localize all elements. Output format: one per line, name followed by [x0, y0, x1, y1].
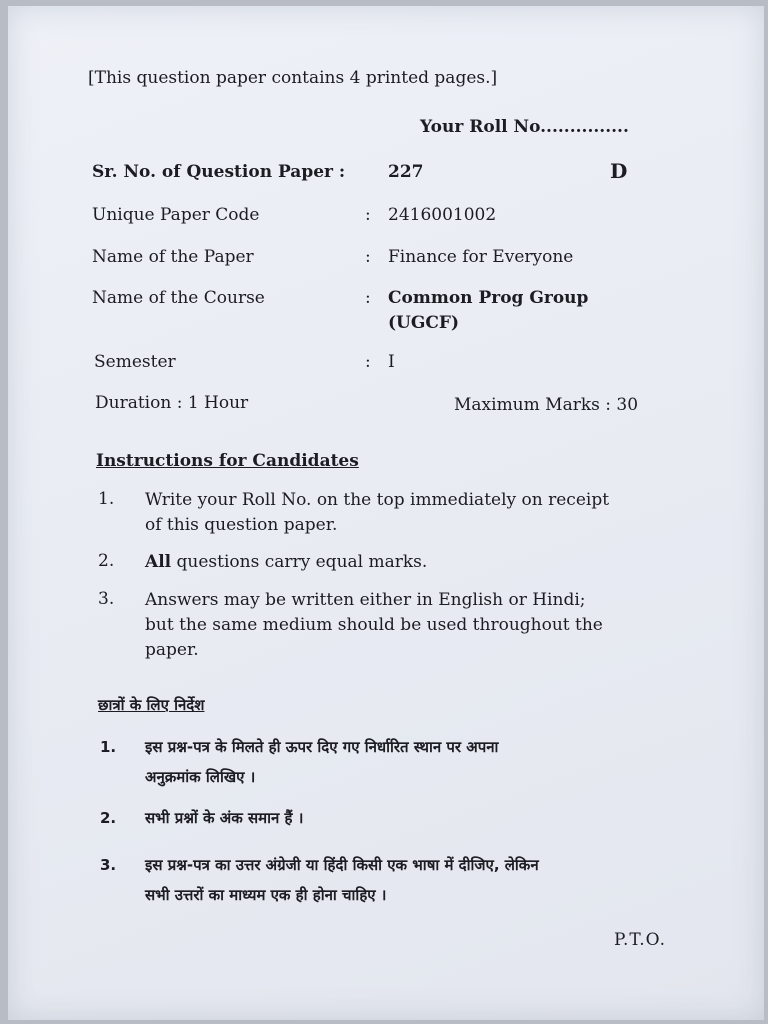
- question-paper-page: [8, 6, 764, 1020]
- paper-name-value: Finance for Everyone: [388, 247, 574, 267]
- hindi-instruction-3-line2: सभी उत्तरों का माध्यम एक ही होना चाहिए ।: [145, 886, 387, 904]
- instruction-3-number: 3.: [98, 589, 115, 609]
- semester-label: Semester: [94, 352, 176, 372]
- hindi-instruction-1-line1: इस प्रश्न-पत्र के मिलते ही ऊपर दिए गए निर्धारित स्थान पर अपना: [145, 738, 499, 756]
- instruction-1-line1: Write your Roll No. on the top immediately on receipt: [145, 490, 610, 510]
- hindi-instruction-3-line1: इस प्रश्न-पत्र का उत्तर अंग्रेजी या हिंदी किसी एक भाषा में दीजिए, लेकिन: [145, 856, 539, 874]
- hindi-instruction-1-line2: अनुक्रमांक लिखिए ।: [145, 768, 256, 786]
- sr-no-label: Sr. No. of Question Paper :: [92, 162, 346, 182]
- hindi-instructions-heading: छात्रों के लिए निर्देश: [98, 696, 205, 714]
- please-turn-over: P.T.O.: [614, 930, 666, 950]
- semester-value: I: [388, 352, 395, 372]
- roll-number-field: Your Roll No...............: [420, 117, 629, 137]
- page-count-note: [This question paper contains 4 printed pages.]: [88, 68, 498, 88]
- instruction-2-number: 2.: [98, 551, 115, 571]
- hindi-instruction-3: [145, 850, 539, 910]
- maximum-marks: Maximum Marks : 30: [454, 395, 639, 415]
- instruction-3-line1: Answers may be written either in English or Hindi;: [145, 590, 586, 610]
- paper-code-label: Unique Paper Code: [92, 205, 260, 225]
- semester-colon: :: [365, 352, 371, 372]
- instruction-3-line2: but the same medium should be used throughout the: [145, 615, 603, 635]
- paper-name-label: Name of the Paper: [92, 247, 254, 267]
- instruction-2-rest: questions carry equal marks.: [171, 552, 428, 572]
- duration: Duration : 1 Hour: [95, 393, 249, 413]
- course-name-label: Name of the Course: [92, 288, 265, 308]
- hindi-instruction-1: [145, 732, 498, 792]
- instructions-heading: Instructions for Candidates: [96, 451, 359, 471]
- course-name-value: Common Prog Group: [388, 288, 589, 308]
- instruction-2-bold: All: [145, 552, 172, 572]
- paper-code-value: 2416001002: [388, 205, 497, 225]
- paper-code-colon: :: [365, 205, 371, 225]
- course-name-colon: :: [365, 288, 371, 308]
- instruction-1-line2: of this question paper.: [145, 515, 338, 535]
- instruction-3-line3: paper.: [145, 640, 199, 660]
- hindi-instruction-3-number: 3.: [100, 856, 117, 874]
- instruction-1-number: 1.: [98, 489, 115, 509]
- instruction-3: [145, 588, 603, 663]
- hindi-instruction-2-number: 2.: [100, 809, 117, 827]
- hindi-instruction-2: सभी प्रश्नों के अंक समान हैं ।: [145, 809, 304, 827]
- sr-no-value: 227: [388, 162, 424, 182]
- hindi-instruction-1-number: 1.: [100, 738, 117, 756]
- instruction-1: [145, 488, 609, 538]
- paper-name-colon: :: [365, 247, 371, 267]
- course-name-value-line2: (UGCF): [388, 313, 460, 333]
- set-letter: D: [610, 159, 628, 183]
- instruction-2: [145, 550, 427, 575]
